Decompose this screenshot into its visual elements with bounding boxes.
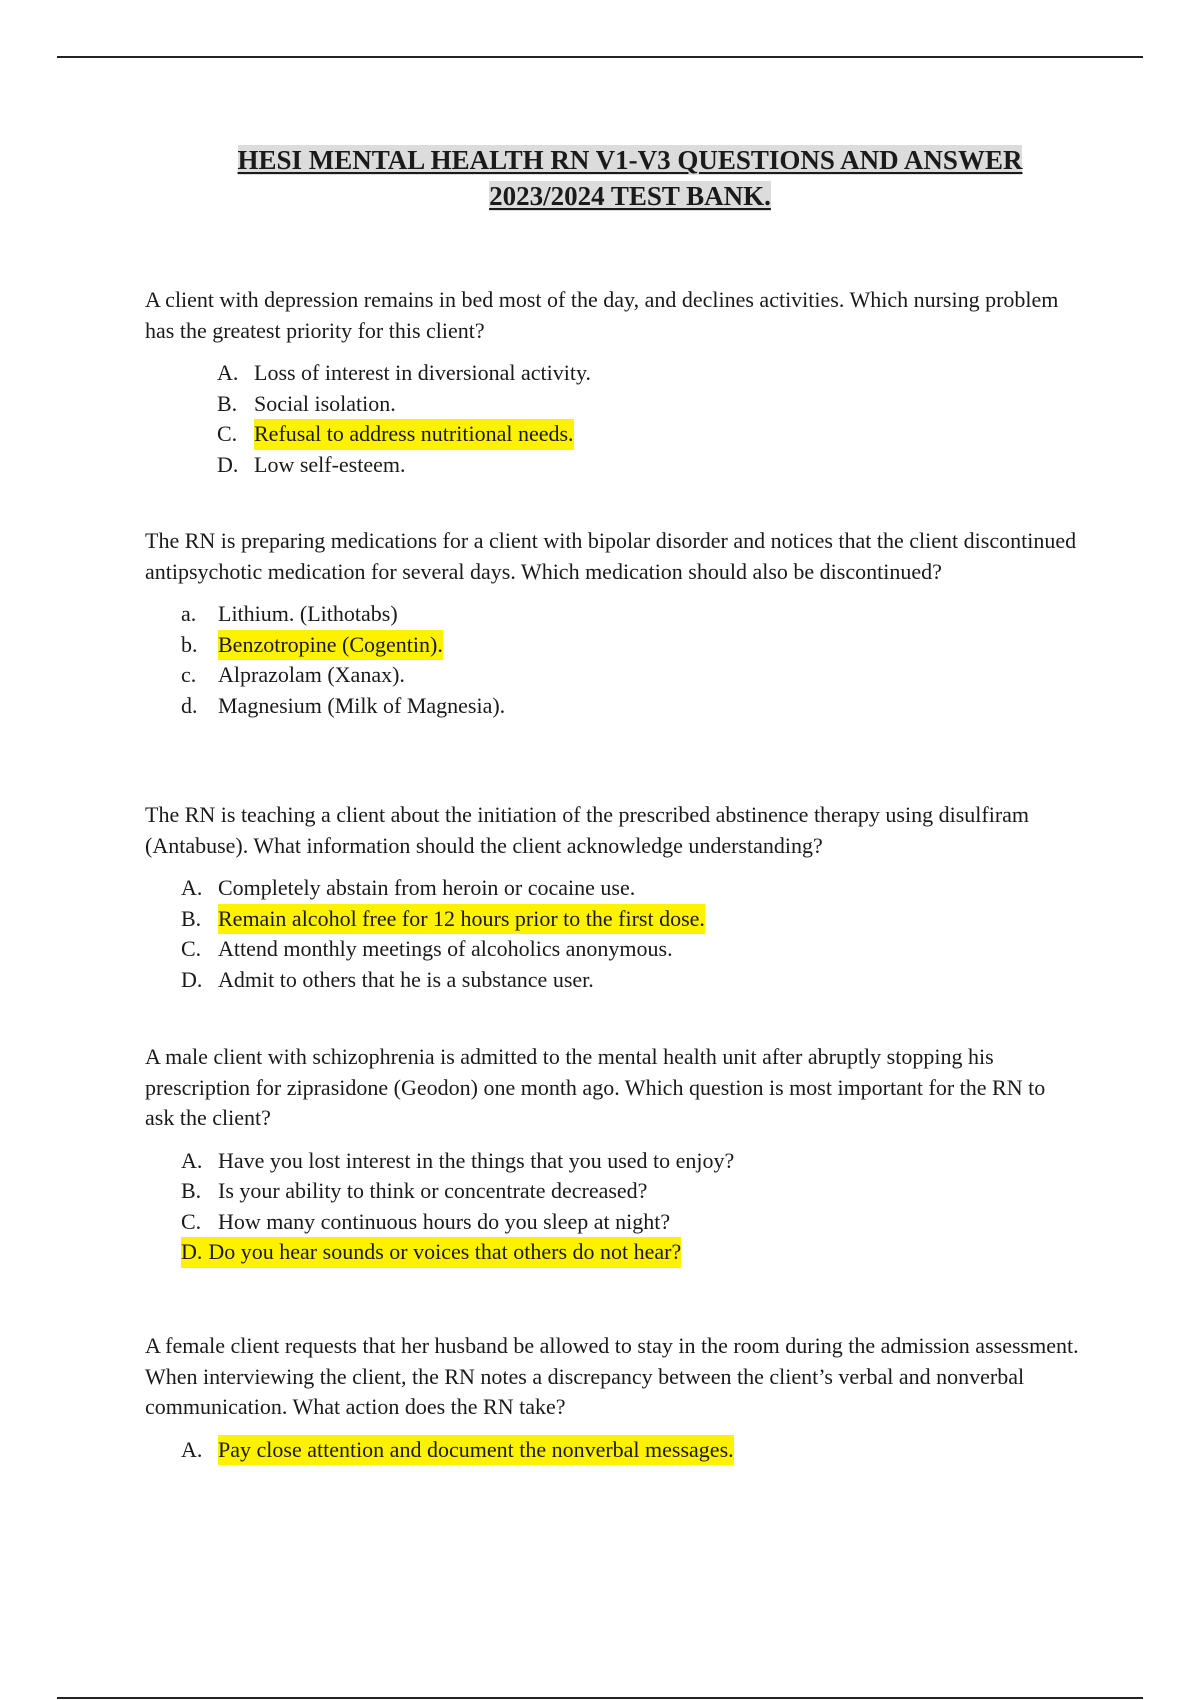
footer-rule bbox=[57, 1697, 1143, 1699]
option-letter: A. bbox=[217, 360, 239, 385]
option-a-correct bbox=[181, 1435, 1080, 1466]
question-3 bbox=[145, 800, 1080, 995]
option-letter: a. bbox=[181, 601, 197, 626]
question-5 bbox=[145, 1331, 1080, 1465]
question-stem: A male client with schizophrenia is admitted to the mental health unit after abruptly stopping his prescription for ziprasidone (Geodon) one month ago. Which question is most important for the RN to ask the client? bbox=[145, 1044, 1046, 1130]
option-text: Social isolation. bbox=[254, 390, 396, 416]
question-4 bbox=[145, 1042, 1080, 1268]
question-stem: A female client requests that her husband be allowed to stay in the room during the admission assessment. When interviewing the client, the RN notes a discrepancy between the client’s verbal and nonverbal communication. What action does the RN take? bbox=[145, 1333, 1079, 1419]
option-a bbox=[217, 358, 1080, 389]
option-c-correct bbox=[217, 419, 1080, 450]
option-letter: D. bbox=[181, 1239, 203, 1264]
option-text: Have you lost interest in the things that you used to enjoy? bbox=[218, 1147, 735, 1173]
question-stem: The RN is teaching a client about the initiation of the prescribed abstinence therapy using disulfiram (Antabuse). What information should the client acknowledge understanding? bbox=[145, 802, 1030, 858]
option-letter: c. bbox=[181, 662, 197, 687]
question-stem: The RN is preparing medications for a client with bipolar disorder and notices that the client discontinued antipsychotic medication for several days. Which medication should also be discontinued? bbox=[145, 528, 1077, 584]
option-text: Admit to others that he is a substance user. bbox=[218, 966, 594, 992]
option-letter: b. bbox=[181, 631, 198, 657]
option-b bbox=[217, 389, 1080, 420]
option-d-correct bbox=[181, 1237, 1080, 1268]
option-text: Completely abstain from heroin or cocaine use. bbox=[218, 875, 636, 900]
option-letter: C. bbox=[181, 936, 202, 961]
option-letter: B. bbox=[217, 390, 238, 416]
option-text: Loss of interest in diversional activity. bbox=[254, 360, 592, 385]
option-b-correct bbox=[181, 904, 1080, 935]
option-c bbox=[181, 660, 1080, 691]
title-line-2: 2023/2024 TEST BANK. bbox=[489, 181, 771, 211]
highlighted-answer bbox=[181, 1237, 681, 1268]
option-text: Is your ability to think or concentrate decreased? bbox=[218, 1178, 648, 1203]
option-text: Alprazolam (Xanax). bbox=[218, 662, 405, 687]
option-c bbox=[181, 1207, 1080, 1238]
option-c bbox=[181, 934, 1080, 965]
option-text: Do you hear sounds or voices that others do not hear? bbox=[208, 1239, 682, 1264]
option-d bbox=[181, 691, 1080, 722]
option-letter: d. bbox=[181, 692, 198, 718]
option-a bbox=[181, 599, 1080, 630]
option-text: Magnesium (Milk of Magnesia). bbox=[218, 692, 506, 718]
answer-options bbox=[145, 1146, 1080, 1268]
header-rule bbox=[57, 56, 1143, 58]
option-d bbox=[217, 450, 1080, 481]
option-b bbox=[181, 1176, 1080, 1207]
option-letter: B. bbox=[181, 1178, 202, 1203]
option-d bbox=[181, 965, 1080, 996]
highlighted-answer: Benzotropine (Cogentin). bbox=[218, 630, 443, 661]
highlighted-answer: Refusal to address nutritional needs. bbox=[254, 419, 574, 450]
answer-options bbox=[145, 599, 1080, 721]
highlighted-answer: Pay close attention and document the nonverbal messages. bbox=[218, 1435, 734, 1466]
answer-options bbox=[145, 1435, 1080, 1466]
option-text: Lithium. (Lithotabs) bbox=[218, 601, 398, 626]
option-a bbox=[181, 1146, 1080, 1177]
option-a bbox=[181, 873, 1080, 904]
question-2 bbox=[145, 526, 1080, 721]
highlighted-answer: Remain alcohol free for 12 hours prior to the first dose. bbox=[218, 904, 705, 935]
option-letter: B. bbox=[181, 905, 202, 931]
option-b-correct bbox=[181, 630, 1080, 661]
question-stem: A client with depression remains in bed most of the day, and declines activities. Which nursing problem has the greatest priority for this client? bbox=[145, 287, 1059, 343]
option-letter: C. bbox=[217, 421, 238, 446]
answer-options bbox=[145, 873, 1080, 995]
option-letter: A. bbox=[181, 1147, 203, 1173]
option-letter: C. bbox=[181, 1208, 202, 1234]
document-title bbox=[200, 142, 1060, 214]
title-line-1: HESI MENTAL HEALTH RN V1-V3 QUESTIONS AND ANSWER bbox=[237, 145, 1023, 175]
option-letter: D. bbox=[217, 451, 239, 477]
option-text: Low self-esteem. bbox=[254, 451, 406, 477]
option-text: Attend monthly meetings of alcoholics anonymous. bbox=[218, 936, 673, 961]
question-1 bbox=[145, 285, 1080, 480]
option-letter: A. bbox=[181, 875, 203, 900]
option-text: How many continuous hours do you sleep at night? bbox=[218, 1208, 671, 1234]
option-letter: D. bbox=[181, 966, 203, 992]
answer-options bbox=[145, 358, 1080, 480]
option-letter: A. bbox=[181, 1436, 203, 1462]
